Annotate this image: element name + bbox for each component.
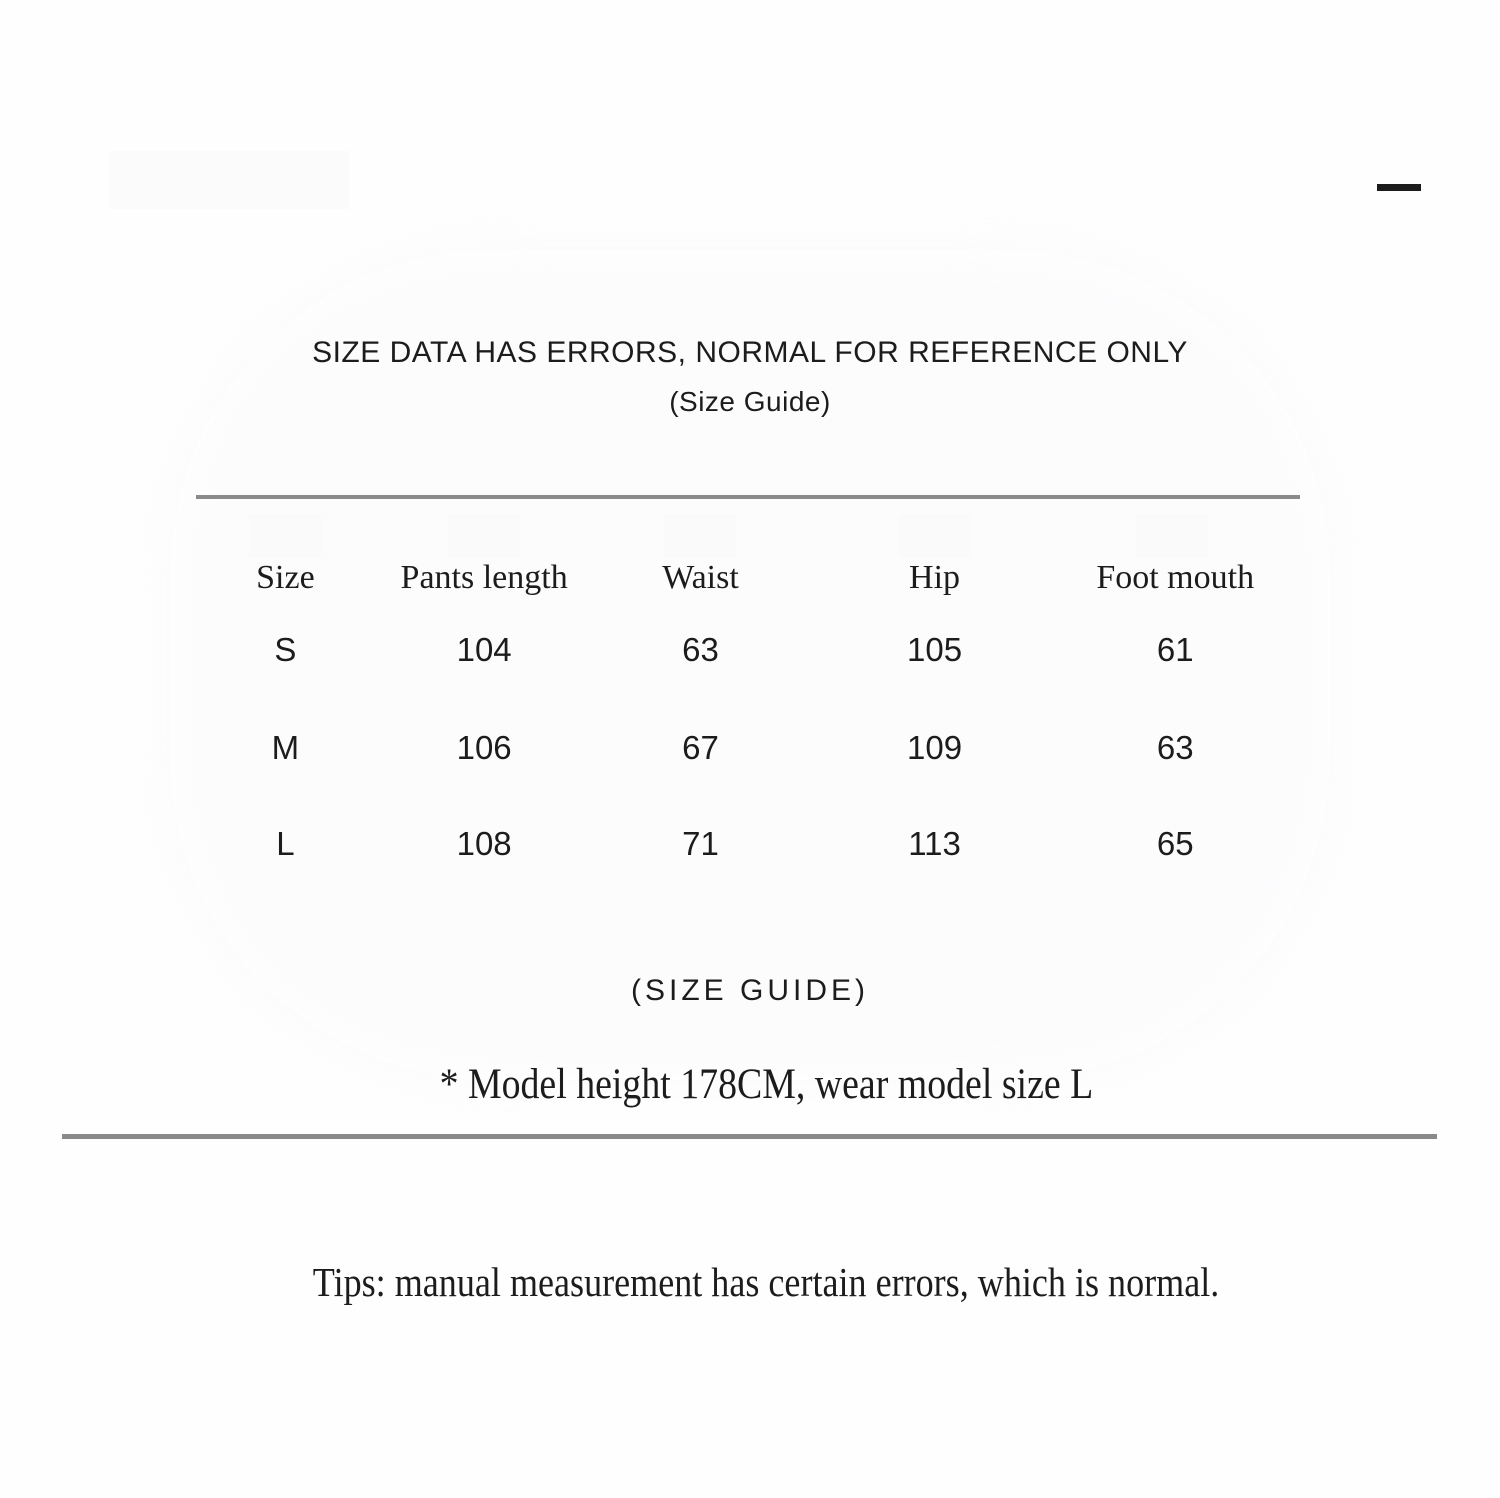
foot-mouth-value: 61 xyxy=(1156,631,1194,668)
erased-label-box xyxy=(899,514,971,558)
tips-note xyxy=(16,1258,1500,1306)
page-subtitle: (Size Guide) xyxy=(669,386,831,417)
size-label: S xyxy=(274,631,297,668)
size-guide-caption: (SIZE GUIDE) xyxy=(630,974,869,1007)
bottom-rule xyxy=(62,1134,1437,1139)
pants-length-value: 106 xyxy=(456,729,512,766)
column-header-waist: Waist xyxy=(662,559,739,596)
table-header-row xyxy=(196,557,1300,599)
erased-label-box xyxy=(664,514,736,558)
table-row-l xyxy=(196,823,1300,865)
waist-value: 63 xyxy=(682,631,719,668)
waist-value: 67 xyxy=(682,729,719,766)
column-header-pants-length: Pants length xyxy=(400,559,568,596)
model-height-note-text: * Model height 178CM, wear model size L xyxy=(439,1061,1093,1108)
tips-note-text: Tips: manual measurement has certain errors, which is normal. xyxy=(312,1259,1220,1305)
hip-value: 105 xyxy=(907,631,963,668)
column-header-foot-mouth: Foot mouth xyxy=(1096,559,1255,596)
hip-value: 109 xyxy=(907,729,963,766)
table-row-m xyxy=(196,727,1300,769)
pants-length-value: 108 xyxy=(456,825,512,862)
erased-label-box xyxy=(1136,514,1208,558)
foot-mouth-value: 65 xyxy=(1156,825,1194,862)
erased-label-box xyxy=(249,514,321,558)
waist-value: 71 xyxy=(682,825,719,862)
page-title: SIZE DATA HAS ERRORS, NORMAL FOR REFERENCE ONLY xyxy=(312,336,1188,369)
model-height-note xyxy=(16,1060,1500,1109)
foot-mouth-value: 63 xyxy=(1156,729,1194,766)
erased-logo-watermark xyxy=(109,151,349,209)
size-label: M xyxy=(271,729,300,766)
erased-label-box xyxy=(448,514,520,558)
size-label: L xyxy=(276,825,295,862)
dash-mark xyxy=(1377,184,1421,191)
table-row-s xyxy=(196,629,1300,671)
hip-value: 113 xyxy=(908,825,961,862)
column-header-hip: Hip xyxy=(909,559,961,596)
column-header-size: Size xyxy=(256,559,315,596)
pants-length-value: 104 xyxy=(456,631,512,668)
table-top-rule xyxy=(196,495,1300,499)
